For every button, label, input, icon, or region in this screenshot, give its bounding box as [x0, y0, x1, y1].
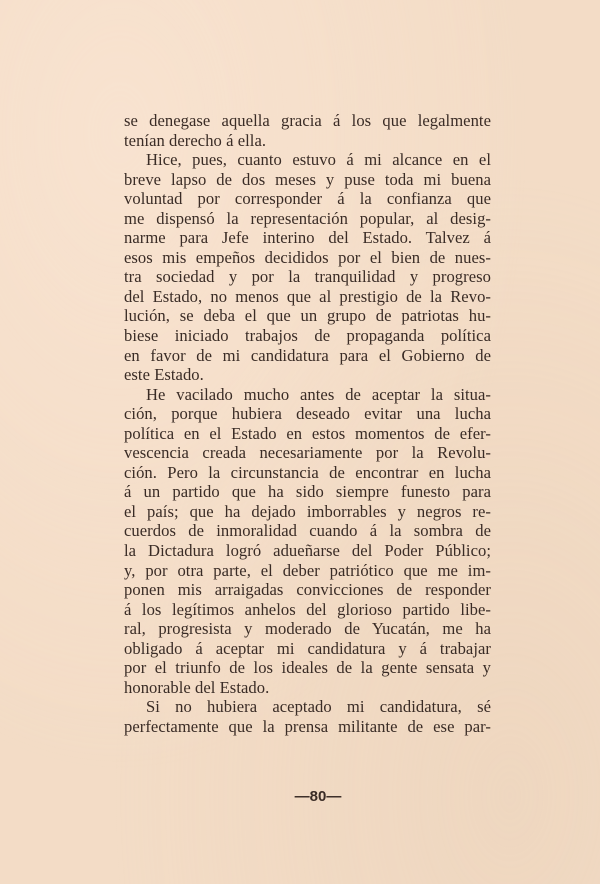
- text-line: la Dictadura logró adueñarse del Poder Público;: [124, 541, 491, 561]
- text-line: me dispensó la representación popular, al desig-: [124, 208, 491, 228]
- text-line: perfectamente que la prensa militante de ese par-: [124, 716, 491, 736]
- text-line: esos mis empeños decididos por el bien de nues-: [124, 247, 491, 267]
- text-line: honorable del Estado.: [124, 677, 270, 697]
- text-line: del Estado, no menos que al prestigio de la Revo-: [124, 286, 491, 306]
- text-line: breve lapso de dos meses y puse toda mi buena: [124, 169, 491, 189]
- text-line: en favor de mi candidatura para el Gobierno de: [124, 345, 491, 365]
- text-line: He vacilado mucho antes de aceptar la situa-: [146, 384, 491, 404]
- text-line: se denegase aquella gracia á los que legalmente: [124, 111, 491, 130]
- text-line: y, por otra parte, el deber patriótico que me im-: [124, 560, 491, 580]
- text-line: ral, progresista y moderado de Yucatán, me ha: [124, 619, 491, 639]
- text-line: por el triunfo de los ideales de la gente sensata y: [124, 658, 491, 678]
- paragraph: [124, 697, 491, 736]
- paragraph: [124, 111, 491, 150]
- text-line: vescencia creada necesariamente por la Revolu-: [124, 443, 491, 463]
- text-line: este Estado.: [124, 365, 204, 385]
- page-number: —80—: [294, 788, 342, 805]
- text-line: ción. Pero la circunstancia de encontrar en lucha: [124, 462, 491, 482]
- body-text: [124, 111, 491, 737]
- text-line: voluntad por corresponder á la confianza que: [124, 189, 491, 209]
- text-line: tenían derecho á ella.: [124, 130, 267, 150]
- text-line: á los legítimos anhelos del glorioso partido libe-: [124, 599, 491, 619]
- text-line: Si no hubiera aceptado mi candidatura, sé: [146, 697, 491, 717]
- text-line: biese iniciado trabajos de propaganda política: [124, 326, 491, 346]
- text-line: cuerdos de inmoralidad cuando á la sombra de: [124, 521, 491, 541]
- text-line: ponen mis arraigadas convicciones de responder: [124, 580, 491, 600]
- text-line: política en el Estado en estos momentos de efer-: [124, 423, 491, 443]
- text-line: narme para Jefe interino del Estado. Talvez á: [124, 228, 491, 248]
- text-line: á un partido que ha sido siempre funesto para: [124, 482, 491, 502]
- text-line: obligado á aceptar mi candidatura y á trabajar: [124, 638, 491, 658]
- text-line: tra sociedad y por la tranquilidad y progreso: [124, 267, 491, 287]
- paragraph: [124, 385, 491, 698]
- text-line: lución, se deba el que un grupo de patriotas hu-: [124, 306, 491, 326]
- text-line: Hice, pues, cuanto estuvo á mi alcance en el: [146, 150, 491, 170]
- paragraph: [124, 150, 491, 385]
- text-line: el país; que ha dejado imborrables y negros re-: [124, 501, 491, 521]
- text-line: ción, porque hubiera deseado evitar una lucha: [124, 404, 491, 424]
